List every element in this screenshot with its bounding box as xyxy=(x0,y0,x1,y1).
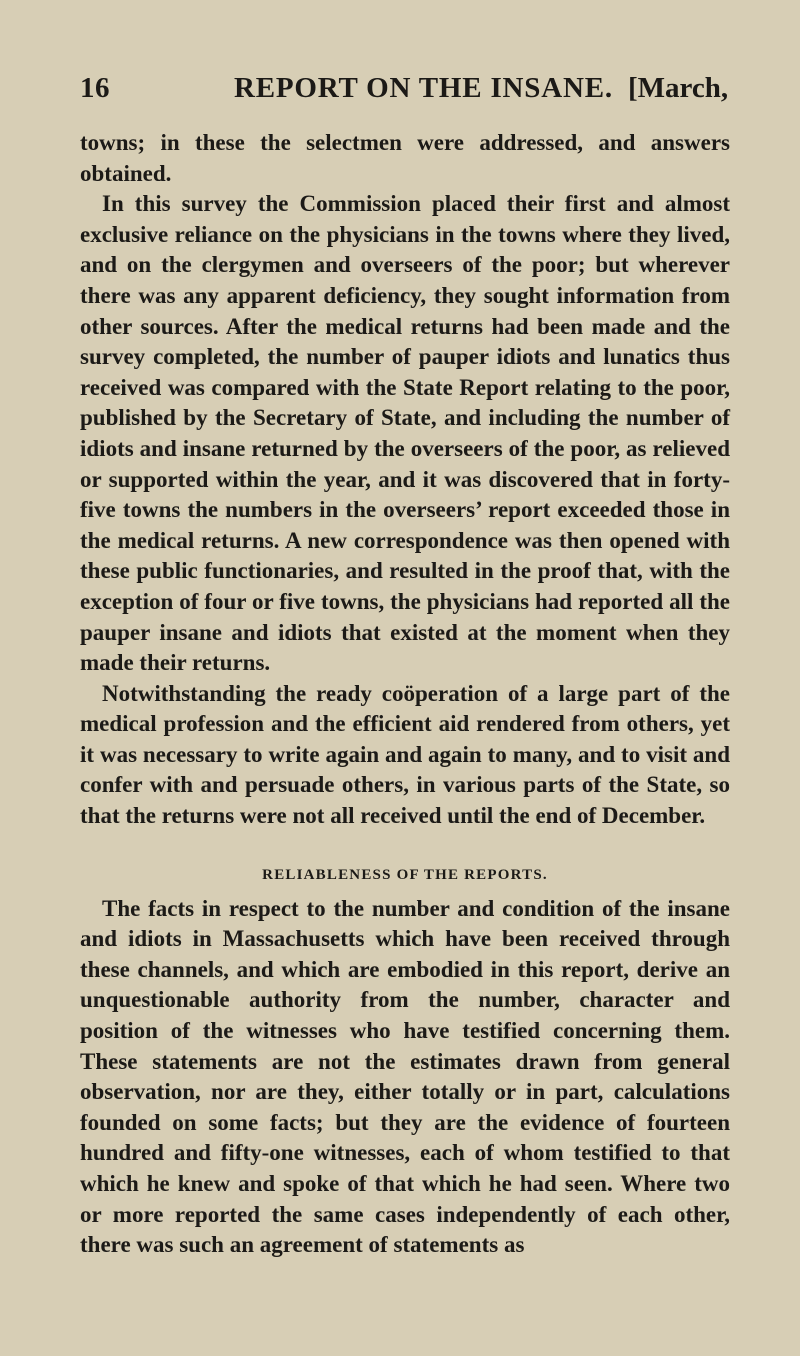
paragraph-continuation: towns; in these the selectmen were addressed, and answers obtained. xyxy=(80,130,730,186)
page-body xyxy=(80,128,730,1261)
running-title: REPORT ON THE INSANE. xyxy=(234,72,613,104)
paragraph-cooperation: Notwithstanding the ready coöperation of a large part of the medical profession and the efficient aid rendered from others, yet it was necessary to write again and again to many, and to visit and confer with and persuade others, in various parts of the State, so that the returns were not all received until the end of December. xyxy=(80,680,730,829)
running-date: [March, xyxy=(628,72,729,104)
page-header xyxy=(80,72,740,112)
paragraph-survey: In this survey the Commission placed their first and almost exclusive reliance on the physicians in the towns where they lived, and on the clergymen and overseers of the poor; but wherever there was any apparent deficiency, they sought information from other sources. After the medical returns had been made and the survey completed, the number of pauper idiots and lunatics thus received was compared with the State Report relating to the poor, published by the Secretary of State, and including the number of idiots and insane returned by the overseers of the poor, as relieved or supported within the year, and it was discovered that in forty-five towns the numbers in the overseers’ report exceeded those in the medical returns. A new correspondence was then opened with these public functionaries, and resulted in the proof that, with the exception of four or five towns, the physicians had reported all the pauper insane and idiots that existed at the moment when they made their returns. xyxy=(80,191,730,676)
section-heading: RELIABLENESS OF THE REPORTS. xyxy=(262,866,548,883)
page-number: 16 xyxy=(80,72,110,104)
paragraph-reliableness: The facts in respect to the number and condition of the insane and idiots in Massachusetts which have been received through these channels, and which are embodied in this report, derive an unquestionable authority from the number, character and position of the witnesses who have testified concerning them. These statements are not the estimates drawn from general observation, nor are they, either totally or in part, calculations founded on some facts; but they are the evidence of fourteen hundred and fifty-one witnesses, each of whom testified to that which he knew and spoke of that which he had seen. Where two or more reported the same cases independently of each other, there was such an agreement of statements as xyxy=(80,895,730,1258)
